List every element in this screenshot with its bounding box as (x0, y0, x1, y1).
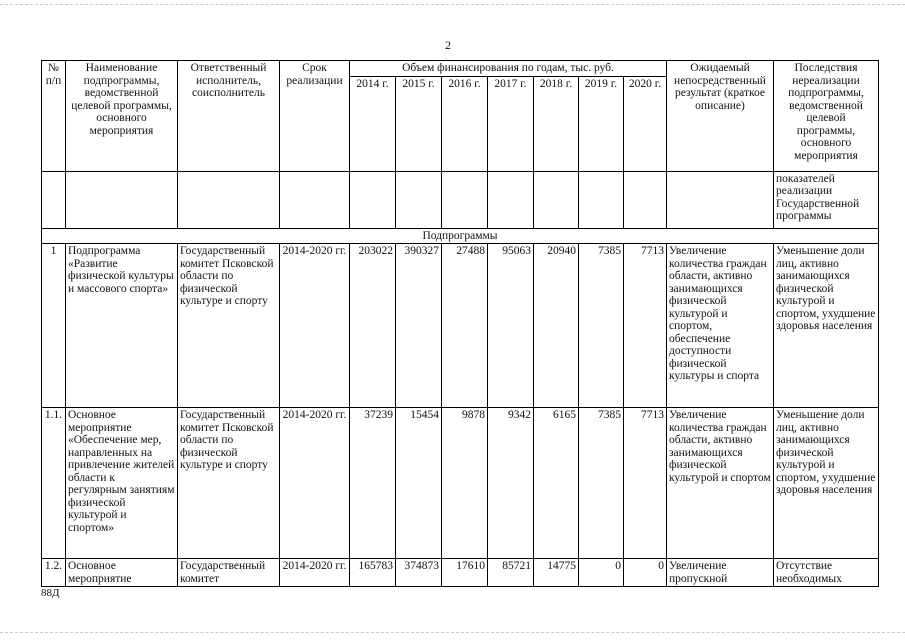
header-num: № п/п (42, 61, 66, 172)
row-value: 165783 (350, 559, 396, 587)
row-value: 27488 (442, 244, 488, 408)
row-value: 374873 (396, 559, 442, 587)
row-value: 9342 (488, 408, 534, 559)
scan-edge-top (0, 4, 905, 5)
table-row (42, 408, 879, 559)
row-value: 390327 (396, 244, 442, 408)
row-executor: Государственный комитет (178, 559, 280, 587)
table-row (42, 559, 879, 587)
row-term: 2014-2020 гг. (280, 244, 350, 408)
row-consequence: Уменьшение доли лиц, активно занимающихся физической культурой и спортом, ухудшение здоровья населения (774, 244, 879, 408)
row-consequence: Отсутствие необходимых (774, 559, 879, 587)
year-header: 2017 г. (488, 76, 534, 171)
header-financing: Объем финансирования по годам, тыс. руб. (350, 61, 667, 77)
row-consequence: Уменьшение доли лиц, активно занимающихся физической культурой и спортом, ухудшение здоровья населения (774, 408, 879, 559)
row-value: 9878 (442, 408, 488, 559)
row-value: 17610 (442, 559, 488, 587)
row-result: Увеличение пропускной (667, 559, 774, 587)
section-title: Подпрограммы (42, 228, 879, 244)
footer-code: 88Д (41, 587, 60, 599)
row-name: Основное мероприятие «Обеспечение мер, направленных на привлечение жителей области к регулярным занятиям физической культурой и спортом» (66, 408, 178, 559)
header-row (42, 61, 879, 77)
row-value: 85721 (488, 559, 534, 587)
page-number: 2 (445, 38, 451, 52)
year-header: 2020 г. (624, 76, 667, 171)
row-value: 0 (579, 559, 624, 587)
year-header: 2018 г. (534, 76, 579, 171)
year-header: 2015 г. (396, 76, 442, 171)
section-row (42, 228, 879, 244)
row-value: 7385 (579, 408, 624, 559)
row-value: 203022 (350, 244, 396, 408)
row-result: Увеличение количества граждан области, активно занимающихся физической культурой и спортом (667, 408, 774, 559)
row-name: Подпрограмма «Развитие физической культуры и массового спорта» (66, 244, 178, 408)
year-header: 2019 г. (579, 76, 624, 171)
row-value: 0 (624, 559, 667, 587)
row-term: 2014-2020 гг. (280, 408, 350, 559)
row-executor: Государственный комитет Псковской области по физической культуре и спорту (178, 244, 280, 408)
row-value: 7713 (624, 244, 667, 408)
header-result: Ожидаемый непосредственный результат (краткое описание) (667, 61, 774, 172)
year-header: 2016 г. (442, 76, 488, 171)
row-term: 2014-2020 гг. (280, 559, 350, 587)
row-value: 7385 (579, 244, 624, 408)
row-value: 14775 (534, 559, 579, 587)
year-header: 2014 г. (350, 76, 396, 171)
row-value: 95063 (488, 244, 534, 408)
row-num: 1 (42, 244, 66, 408)
row-name: Основное мероприятие (66, 559, 178, 587)
program-table (41, 60, 879, 587)
header-name: Наименование подпрограммы, ведомственной целевой программы, основного мероприятия (66, 61, 178, 172)
header-term: Срок реализации (280, 61, 350, 172)
row-value: 6165 (534, 408, 579, 559)
row-num: 1.1. (42, 408, 66, 559)
row-result: Увеличение количества граждан области, активно занимающихся физической культурой и спортом, обеспечение доступности физической культуры и спорта (667, 244, 774, 408)
table-row (42, 244, 879, 408)
row-value: 37239 (350, 408, 396, 559)
continuation-row (42, 171, 879, 228)
row-value: 15454 (396, 408, 442, 559)
continuation-text: показателей реализации Государственной программы (774, 171, 879, 228)
header-executor: Ответственный исполнитель, соисполнитель (178, 61, 280, 172)
row-value: 7713 (624, 408, 667, 559)
row-executor: Государственный комитет Псковской области по физической культуре и спорту (178, 408, 280, 559)
header-consequences: Последствия нереализации подпрограммы, ведомственной целевой программы, основного мероприятия (774, 61, 879, 172)
scan-edge-bottom (0, 632, 905, 633)
row-value: 20940 (534, 244, 579, 408)
row-num: 1.2. (42, 559, 66, 587)
